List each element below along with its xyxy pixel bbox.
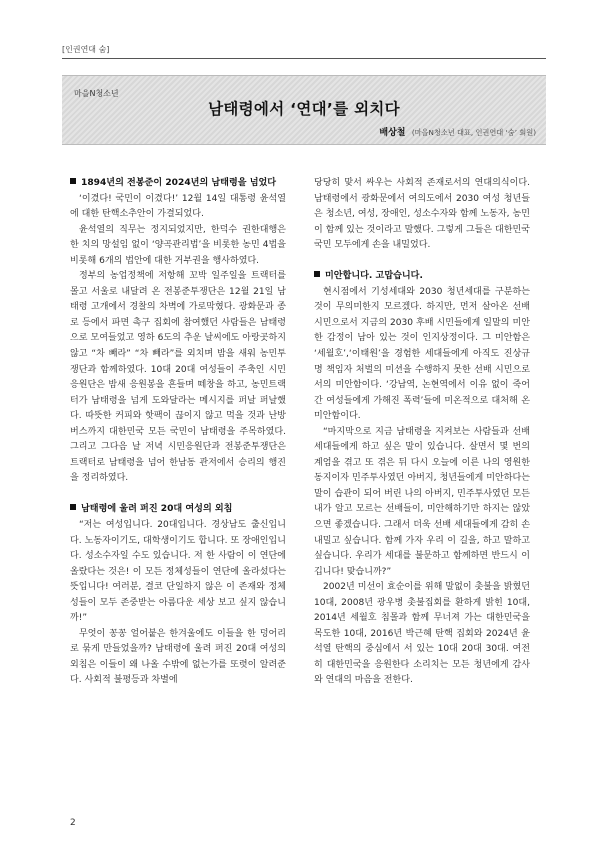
left-column [70,176,286,689]
spacer [70,487,286,503]
author-name: 배상철 [379,128,406,138]
square-bullet-icon [70,504,76,510]
article-banner [62,75,546,145]
section-heading: 미안합니다. 고맙습니다. [314,269,530,285]
spacer [314,254,530,270]
paragraph: 현시점에서 기성세대와 2030 청년세대를 구분하는 것이 무의미한지 모르겠다. 하지만, 먼저 살아온 선배 시민으로서 지금의 2030 후배 시민들에게 일말의 미안한 감정이 남아 있는 것이 인지상정이다. 그 미안함은 ‘세월호’,‘이태원’을 경험한 세대들에게 아직도 진상규명 책임자 처벌의 미션을 수행하지 못한 선배 시민으로서의 미안함이다. ‘강남역, 논현역에서 이유 없이 죽어간 여성들에게 가해진 폭력’들에 미온적으로 대처해 온 미안함이다. [314,286,530,422]
header-divider [62,58,546,59]
paragraph: ‘이겼다! 국민이 이겼다!’ 12월 14일 대통령 윤석열에 대한 탄핵소추안이 가결되었다. [70,193,286,220]
paragraph: 윤석열의 직무는 정지되었지만, 한덕수 권한대행은 한 치의 망설임 없이 ‘양곡관리법’을 비롯한 농민 4법을 비롯해 6개의 법안에 대한 거부권을 행사하였다. [70,224,286,266]
square-bullet-icon [70,178,76,184]
paragraph: 정부의 농업정책에 저항해 꼬박 일주일을 트랙터를 몰고 서울로 내달려 온 전봉준투쟁단은 12월 21일 남태령 고개에서 경찰의 차벽에 가로막혔다. 광화문과 종로 등에서 파면 촉구 집회에 참여했던 사람들은 남태령으로 모여들었고 영하 6도의 추운 날씨에도 아랑곳하지 않고 “차 빼라” “차 빼라”를 외치며 밤을 새워 농민투쟁단과 함께하였다. 10대 20대 여성들이 주축인 시민응원단은 밤새 응원봉을 흔들며 떼창을 하고, 농민트랙터가 남태령을 넘게 도와달라는 메시지를 퍼날 퍼날했다. 따뜻한 커피와 핫팩이 끊이지 않고 먹을 것과 난방 버스까지 대한민국 모든 국민이 남태령을 주목하였다. 그리고 그다음 날 저녁 시민응원단과 전봉준투쟁단은 트랙터로 남태령을 넘어 한남동 관저에서 승리의 행진을 정리하였다. [70,271,286,484]
paragraph: “마지막으로 지금 남태령을 지켜보는 사람들과 선배 세대들에게 하고 싶은 말이 있습니다. 살면서 몇 번의 계엄을 겪고 또 겪은 뒤 다시 오늘에 이른 나의 영원한 동지이자 민주투사였던 아버지, 청년들에게 미안하다는 말이 습관이 되어 버린 나의 아버지, 민주투사였던 모든 내가 알고 모르는 선배들이, 미안해하기만 하지는 않았으면 좋겠습니다. 그래서 더욱 선배 세대들에게 감히 손 내밀고 싶습니다. 함께 가자 우리 이 길을, 하고 말하고 싶습니다. 우리가 세대를 불문하고 함께하면 반드시 이깁니다! 맞습니까?” [314,426,530,577]
author-affiliation: (마을N청소년 대표, 인권연대 ‘숨’ 회원) [411,128,536,137]
section-heading: 1894년의 전봉준이 2024년의 남태령을 넘었다 [70,176,286,192]
right-column [314,176,530,689]
byline [379,125,536,138]
square-bullet-icon [314,271,320,277]
section-heading: 남태령에 울려 퍼진 20대 여성의 외침 [70,502,286,518]
paragraph: 2002년 미선이 효순이를 위해 말없이 촛불을 밝혔던 10대, 2008년 광우병 촛불집회를 환하게 밝힌 10대, 2014년 세월호 침몰과 함께 무너져 가는 대한민국을 목도한 10대, 2016년 박근혜 탄핵 집회와 2024년 윤석열 탄핵의 중심에서 서 있는 10대 20대 30대. 여전히 대한민국을 응원한다 소리치는 모든 청년에게 감사와 연대의 마음을 전한다. [314,582,530,686]
publication-label: [인권연대 숨] [62,45,110,54]
paragraph: 당당히 맞서 싸우는 사회적 존재로서의 연대의식이다. 남태령에서 광화문에서 여의도에서 2030 여성 청년들은 청소년, 여성, 장애인, 성소수자와 함께 노동자, 농민이 함께 있는 것이라고 말했다. 그렇게 그들은 대한민국 국민 모두에게 손을 내밀었다. [314,178,530,251]
page-number: 2 [70,818,76,828]
article-title: 남태령에서 ‘연대’를 외치다 [208,100,400,118]
paragraph: 무엇이 꽁꽁 얼어붙은 한겨울에도 이들을 한 덩어리로 묶게 만들었을까? 남태령에 울려 퍼진 20대 여성의 외침은 이들이 왜 나올 수밖에 없는가를 또렷이 알려준다. 사회적 불평등과 차별에 [70,628,286,686]
section-kicker: 마을N청소년 [74,89,119,98]
paragraph: “저는 여성입니다. 20대입니다. 경상남도 출신입니다. 노동자이기도, 대학생이기도 합니다. 또 장애인입니다. 성소수자일 수도 있습니다. 저 한 사람이 이 연단에 올랐다는 것은! 이 모든 정체성들이 연단에 올라섰다는 뜻입니다! 여러분, 결코 단일하지 않은 이 존재와 정체성들이 모두 존중받는 아름다운 세상 보고 싶지 않습니까!” [70,519,286,624]
